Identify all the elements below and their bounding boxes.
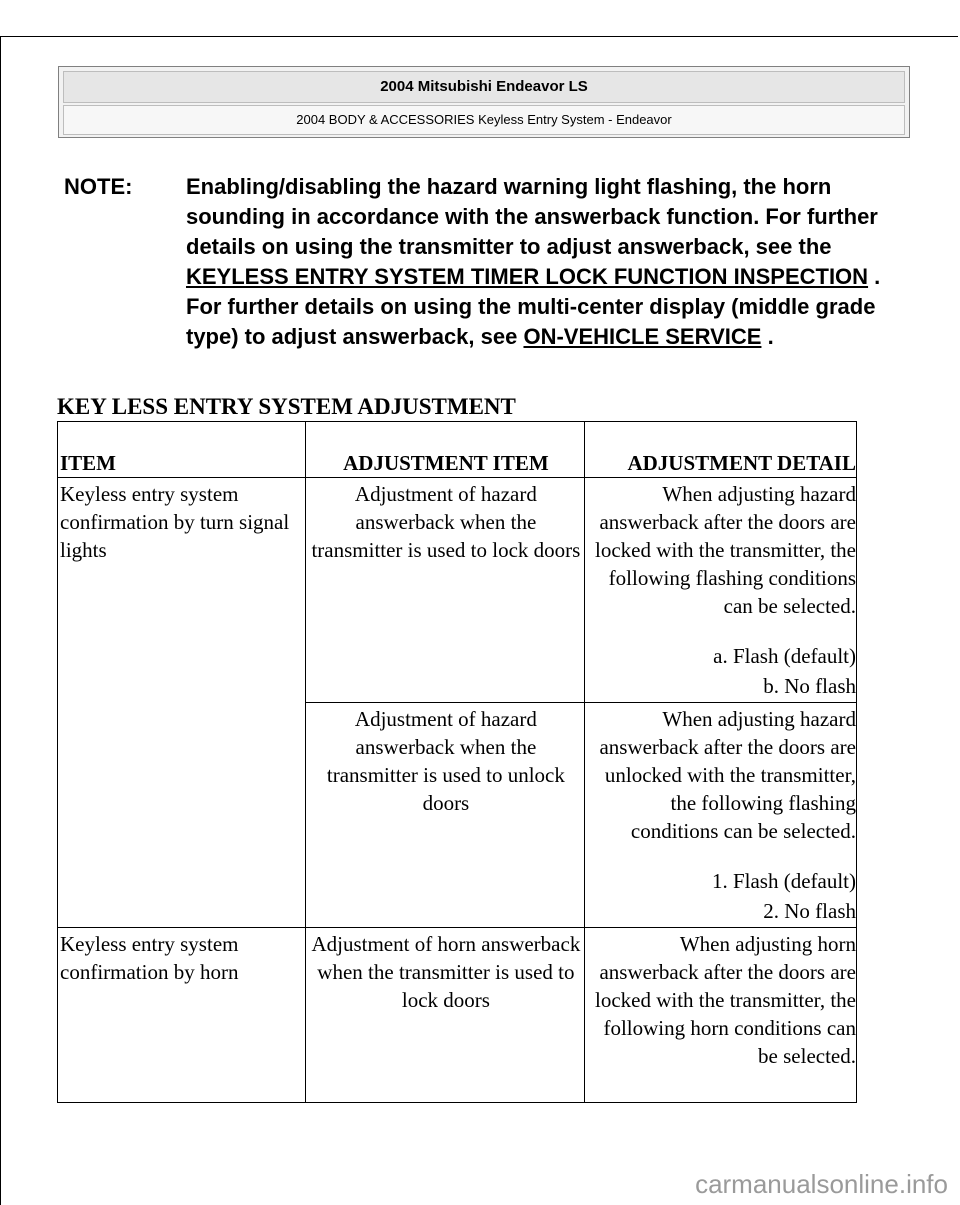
- section-title: KEY LESS ENTRY SYSTEM ADJUSTMENT: [57, 394, 516, 419]
- note-label: NOTE:: [64, 174, 133, 199]
- cell-adjustment-item: Adjustment of hazard answerback when the transmitter is used to unlock doors: [305, 703, 584, 928]
- option-list: [587, 865, 856, 925]
- cell-detail: [584, 478, 856, 703]
- link-keyless-timer-lock-inspection[interactable]: KEYLESS ENTRY SYSTEM TIMER LOCK FUNCTION INSPECTION: [186, 264, 869, 289]
- note-text-1: Enabling/disabling the hazard warning light flashing, the horn sounding in accordance with the answerback function. For further details on using the transmitter to adjust answerback, see the: [186, 174, 878, 259]
- cell-detail: [584, 928, 856, 1103]
- link-on-vehicle-service[interactable]: ON-VEHICLE SERVICE: [523, 324, 762, 349]
- header-adjustment-detail: ADJUSTMENT DETAIL: [584, 422, 856, 478]
- vehicle-title: 2004 Mitsubishi Endeavor LS: [63, 71, 905, 103]
- note-body: [186, 172, 906, 352]
- note-text-2: . For further details on using the multi-center display (middle grade type) to adjust answerback, see: [186, 264, 881, 349]
- adjustment-table: [57, 421, 857, 1103]
- header-item: ITEM: [58, 422, 306, 478]
- table-row: [58, 478, 857, 703]
- cell-item: Keyless entry system confirmation by horn: [58, 928, 306, 1103]
- note-text-3: .: [761, 324, 774, 349]
- cell-adjustment-item: Adjustment of hazard answerback when the transmitter is used to lock doors: [305, 478, 584, 703]
- option-item: a. Flash (default): [713, 644, 856, 668]
- detail-text: When adjusting hazard answerback after the doors are unlocked with the transmitter, the following flashing conditions can be selected.: [599, 707, 856, 843]
- option-item: b. No flash: [763, 674, 856, 698]
- section-subtitle: 2004 BODY & ACCESSORIES Keyless Entry System - Endeavor: [63, 105, 905, 135]
- document-header: [58, 66, 910, 138]
- option-item: 1. Flash (default): [711, 869, 856, 893]
- option-list: [587, 640, 856, 700]
- option-item: 2. No flash: [763, 899, 856, 923]
- cell-item: Keyless entry system confirmation by turn signal lights: [58, 478, 306, 928]
- header-adjustment-item: ADJUSTMENT ITEM: [305, 422, 584, 478]
- cell-detail: [584, 703, 856, 928]
- detail-text: When adjusting horn answerback after the doors are locked with the transmitter, the following horn conditions can be selected.: [594, 932, 856, 1068]
- table-header-row: [58, 422, 857, 478]
- table-row: [58, 928, 857, 1103]
- detail-text: When adjusting hazard answerback after the doors are locked with the transmitter, the following flashing conditions can be selected.: [594, 482, 856, 618]
- watermark: carmanualsonline.info: [695, 1169, 948, 1199]
- cell-adjustment-item: Adjustment of horn answerback when the transmitter is used to lock doors: [305, 928, 584, 1103]
